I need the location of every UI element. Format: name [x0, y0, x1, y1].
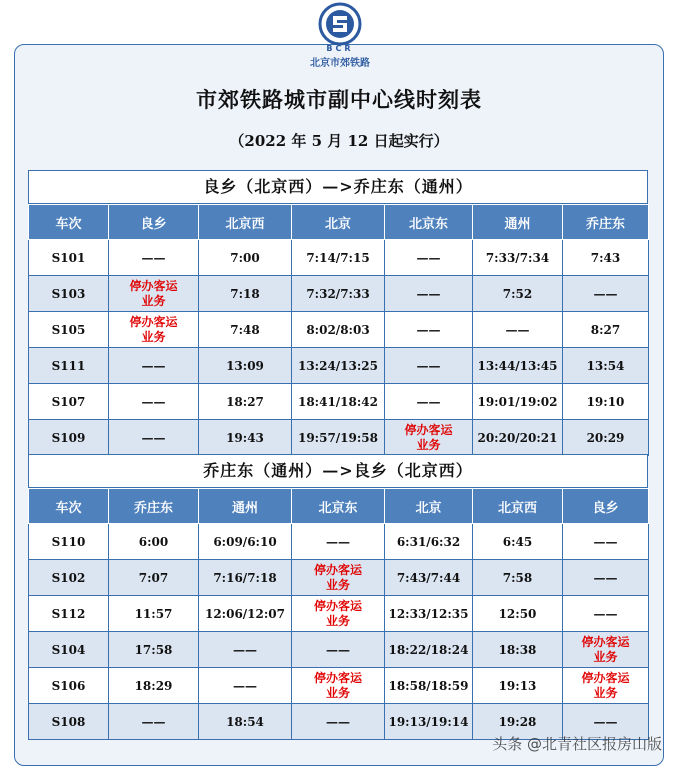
direction-header-inbound: 乔庄东（通州）—>良乡（北京西） — [28, 454, 648, 488]
train-number: S104 — [29, 632, 109, 668]
time-cell: —— — [199, 632, 292, 668]
time-cell: 8:02/8:03 — [292, 312, 385, 348]
time-cell: 6:00 — [109, 524, 199, 560]
time-cell: 7:48 — [199, 312, 292, 348]
train-number: S111 — [29, 348, 109, 384]
time-cell: 13:24/13:25 — [292, 348, 385, 384]
time-cell: 7:18 — [199, 276, 292, 312]
table-header-row — [29, 205, 649, 240]
table-header-row — [29, 489, 649, 524]
time-cell: 停办客运 业务 — [109, 276, 199, 312]
table-row — [29, 240, 649, 276]
effective-date: （2022 年 5 月 12 日起实行） — [229, 132, 449, 150]
time-cell: 19:13 — [473, 668, 563, 704]
column-header: 通州 — [199, 489, 292, 524]
table-row — [29, 384, 649, 420]
time-cell: —— — [292, 704, 385, 740]
time-cell: 20:29 — [563, 420, 649, 456]
column-header: 良乡 — [563, 489, 649, 524]
time-cell: 7:32/7:33 — [292, 276, 385, 312]
timetable-inbound — [28, 488, 649, 740]
train-number: S101 — [29, 240, 109, 276]
time-cell: —— — [563, 596, 649, 632]
time-cell: —— — [109, 420, 199, 456]
table-row — [29, 668, 649, 704]
column-header: 北京东 — [385, 205, 473, 240]
time-cell: 19:57/19:58 — [292, 420, 385, 456]
column-header: 乔庄东 — [563, 205, 649, 240]
page-title: 市郊铁路城市副中心线时刻表 — [196, 87, 482, 112]
time-cell: 18:38 — [473, 632, 563, 668]
time-cell: 12:50 — [473, 596, 563, 632]
time-cell: —— — [563, 704, 649, 740]
table-row — [29, 276, 649, 312]
time-cell: 13:09 — [199, 348, 292, 384]
time-cell: 停办客运 业务 — [292, 560, 385, 596]
column-header: 乔庄东 — [109, 489, 199, 524]
logo — [302, 2, 378, 74]
time-cell: 6:31/6:32 — [385, 524, 473, 560]
time-cell: 18:41/18:42 — [292, 384, 385, 420]
train-number: S102 — [29, 560, 109, 596]
time-cell: 18:27 — [199, 384, 292, 420]
watermark: 头条 @北青社区报房山版 — [492, 735, 662, 753]
table-row — [29, 312, 649, 348]
logo-abbr: BCR — [326, 44, 354, 53]
direction-header-outbound: 良乡（北京西）—>乔庄东（通州） — [28, 170, 648, 204]
column-header: 通州 — [473, 205, 563, 240]
time-cell: 19:13/19:14 — [385, 704, 473, 740]
train-number: S107 — [29, 384, 109, 420]
time-cell: 7:16/7:18 — [199, 560, 292, 596]
time-cell: 8:27 — [563, 312, 649, 348]
column-header: 良乡 — [109, 205, 199, 240]
time-cell: 18:22/18:24 — [385, 632, 473, 668]
time-cell: 19:01/19:02 — [473, 384, 563, 420]
time-cell: —— — [563, 524, 649, 560]
time-cell: 停办客运 业务 — [109, 312, 199, 348]
time-cell: 11:57 — [109, 596, 199, 632]
table-row — [29, 632, 649, 668]
time-cell: 7:00 — [199, 240, 292, 276]
time-cell: 7:43 — [563, 240, 649, 276]
train-number: S109 — [29, 420, 109, 456]
time-cell: —— — [385, 312, 473, 348]
time-cell: 19:28 — [473, 704, 563, 740]
time-cell: —— — [563, 560, 649, 596]
time-cell: —— — [109, 240, 199, 276]
time-cell: 19:10 — [563, 384, 649, 420]
time-cell: 19:43 — [199, 420, 292, 456]
time-cell: 停办客运 业务 — [563, 632, 649, 668]
table-row — [29, 596, 649, 632]
time-cell: 18:58/18:59 — [385, 668, 473, 704]
time-cell: 7:07 — [109, 560, 199, 596]
time-cell: —— — [385, 384, 473, 420]
table-row — [29, 560, 649, 596]
train-number: S103 — [29, 276, 109, 312]
column-header: 车次 — [29, 205, 109, 240]
time-cell: 7:52 — [473, 276, 563, 312]
time-cell: —— — [385, 276, 473, 312]
time-cell: 6:09/6:10 — [199, 524, 292, 560]
column-header: 北京西 — [473, 489, 563, 524]
column-header: 北京东 — [292, 489, 385, 524]
timetable-outbound — [28, 204, 649, 456]
train-number: S106 — [29, 668, 109, 704]
time-cell: —— — [109, 384, 199, 420]
logo-org-name: 北京市郊铁路 — [310, 58, 370, 69]
table-row — [29, 348, 649, 384]
time-cell: 停办客运 业务 — [292, 596, 385, 632]
time-cell: —— — [109, 704, 199, 740]
column-header: 车次 — [29, 489, 109, 524]
time-cell: 20:20/20:21 — [473, 420, 563, 456]
time-cell: 停办客运 业务 — [292, 668, 385, 704]
time-cell: 13:54 — [563, 348, 649, 384]
time-cell: 18:29 — [109, 668, 199, 704]
table-row — [29, 420, 649, 456]
time-cell: —— — [385, 240, 473, 276]
time-cell: 停办客运 业务 — [563, 668, 649, 704]
time-cell: —— — [385, 348, 473, 384]
time-cell: —— — [563, 276, 649, 312]
time-cell: 17:58 — [109, 632, 199, 668]
time-cell: —— — [109, 348, 199, 384]
time-cell: 7:14/7:15 — [292, 240, 385, 276]
time-cell: 6:45 — [473, 524, 563, 560]
time-cell: 7:43/7:44 — [385, 560, 473, 596]
time-cell: 7:33/7:34 — [473, 240, 563, 276]
column-header: 北京 — [292, 205, 385, 240]
time-cell: 13:44/13:45 — [473, 348, 563, 384]
column-header: 北京西 — [199, 205, 292, 240]
time-cell: —— — [199, 668, 292, 704]
table-row — [29, 524, 649, 560]
time-cell: —— — [292, 632, 385, 668]
time-cell: 12:33/12:35 — [385, 596, 473, 632]
bcr-logo-icon — [318, 2, 362, 46]
train-number: S110 — [29, 524, 109, 560]
time-cell: —— — [473, 312, 563, 348]
column-header: 北京 — [385, 489, 473, 524]
train-number: S112 — [29, 596, 109, 632]
train-number: S105 — [29, 312, 109, 348]
time-cell: 停办客运 业务 — [385, 420, 473, 456]
time-cell: 7:58 — [473, 560, 563, 596]
train-number: S108 — [29, 704, 109, 740]
time-cell: —— — [292, 524, 385, 560]
time-cell: 18:54 — [199, 704, 292, 740]
time-cell: 12:06/12:07 — [199, 596, 292, 632]
